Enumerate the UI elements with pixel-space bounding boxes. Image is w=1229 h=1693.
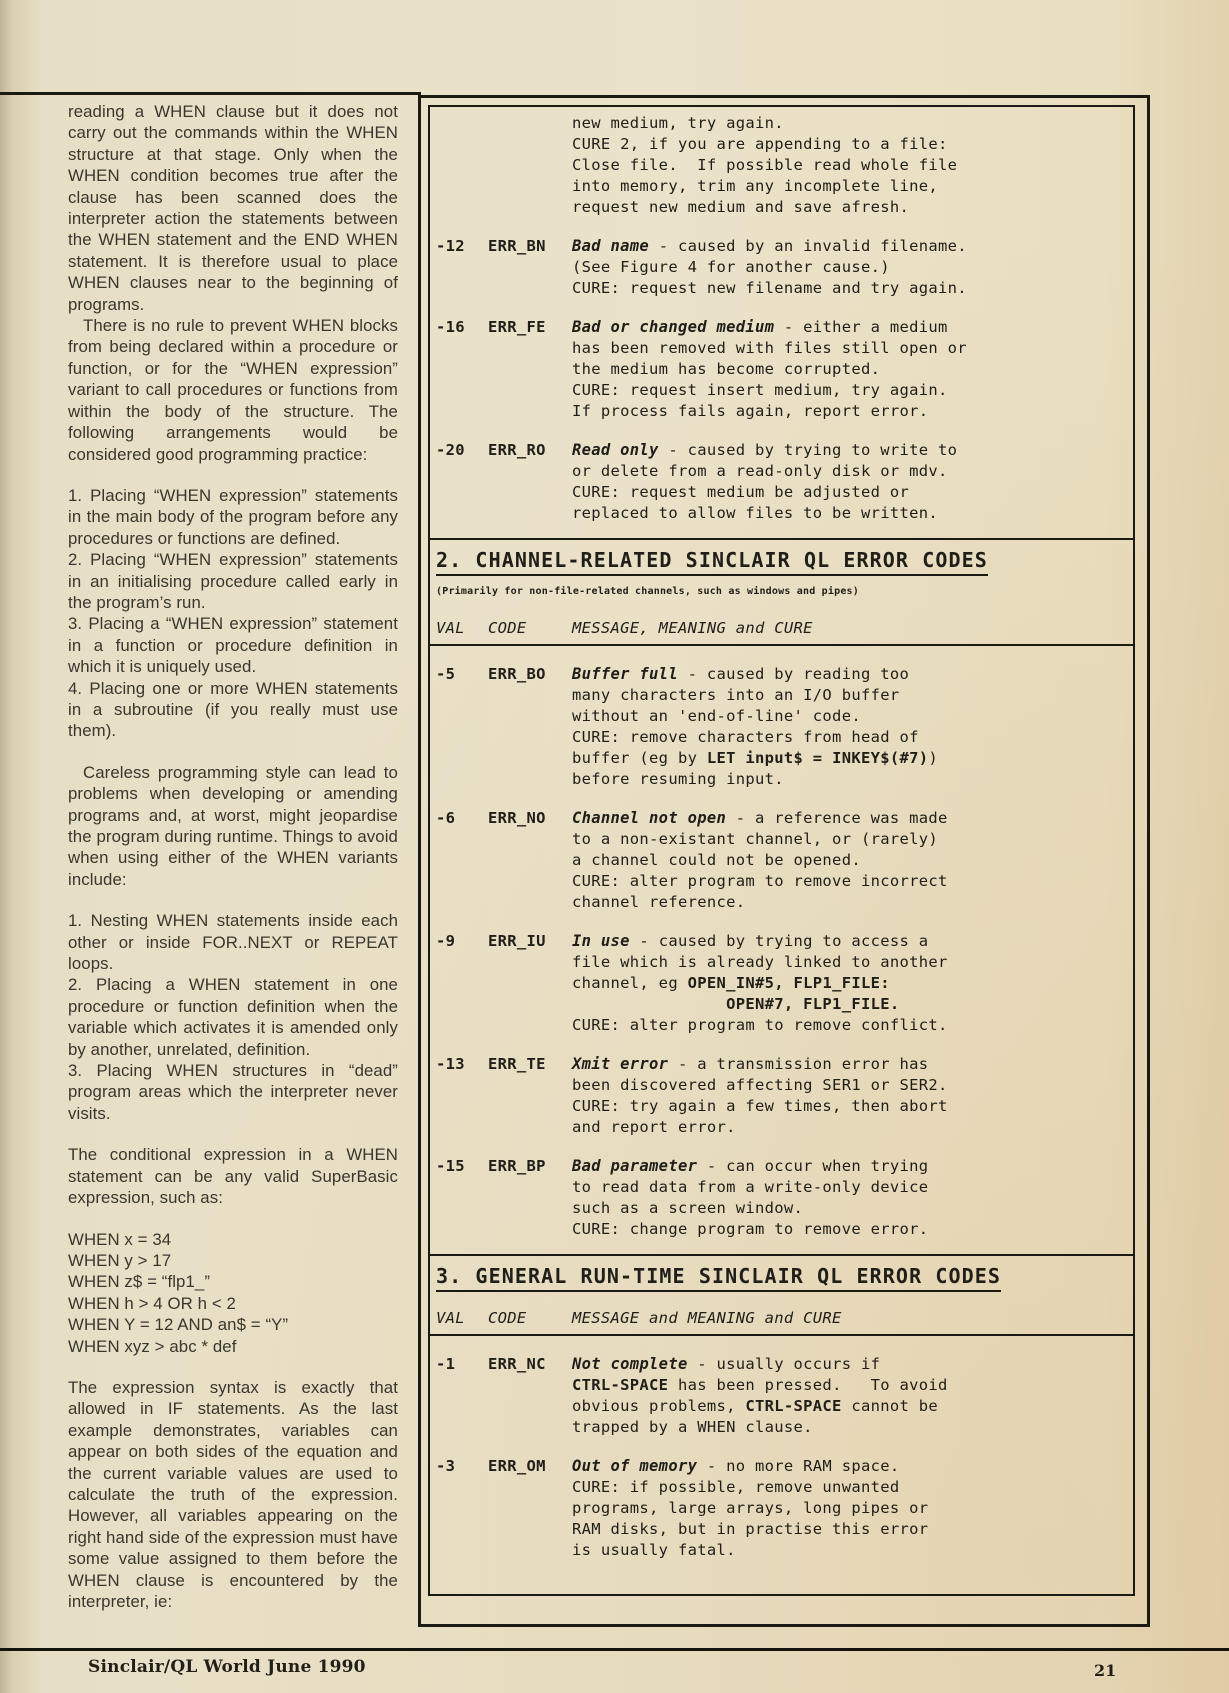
error-message-line <box>572 113 1123 134</box>
message-text-run: CURE: alter program to remove conflict. <box>572 1016 948 1034</box>
header-code: CODE <box>488 1309 527 1327</box>
error-message-line <box>572 892 1123 913</box>
message-text-run: CTRL-SPACE <box>572 1376 669 1394</box>
error-val <box>436 113 488 218</box>
error-entry <box>436 664 1123 790</box>
error-message-line <box>572 1219 1123 1240</box>
message-text-run: Not complete <box>572 1355 688 1373</box>
error-message-line <box>572 1117 1123 1138</box>
message-text-run: buffer (eg by <box>572 749 707 767</box>
error-message-line <box>572 994 1123 1015</box>
error-message-line <box>572 176 1123 197</box>
error-message <box>572 664 1123 790</box>
error-message-line <box>572 808 1123 829</box>
header-message: MESSAGE, MEANING and CURE <box>572 619 813 637</box>
error-message-line <box>572 197 1123 218</box>
message-text-run: RAM disks, but in practise this error <box>572 1520 929 1538</box>
code-example-line: WHEN y > 17 <box>68 1250 172 1270</box>
error-message-line <box>572 1156 1123 1177</box>
section-separator <box>430 1254 1133 1256</box>
error-message-line <box>572 769 1123 790</box>
message-text-run: - can occur when trying <box>697 1157 929 1175</box>
error-message-line <box>572 440 1123 461</box>
error-val: -3 <box>436 1457 456 1475</box>
error-message-line <box>572 1096 1123 1117</box>
error-message-line <box>572 1354 1123 1375</box>
error-code: ERR_BN <box>488 237 546 255</box>
message-text-run: CURE: alter program to remove incorrect <box>572 872 948 890</box>
paragraph: The conditional expression in a WHEN statement can be any valid SuperBasic expression, such as: <box>68 1145 398 1208</box>
message-text-run: Out of memory <box>572 1457 698 1475</box>
message-text-run: CURE: request new filename and try again. <box>572 279 967 297</box>
section-title-wrap <box>436 1266 1123 1292</box>
error-message-line <box>572 1054 1123 1075</box>
error-message-line <box>572 952 1123 973</box>
error-message-line <box>572 461 1123 482</box>
error-code: ERR_NO <box>488 809 546 827</box>
header-val: VAL <box>436 1309 465 1327</box>
error-code: ERR_IU <box>488 932 546 950</box>
message-text-run: Bad name <box>572 237 650 255</box>
message-text-run: Buffer full <box>572 665 678 683</box>
message-text-run: request new medium and save afresh. <box>572 198 910 216</box>
error-message-line <box>572 1198 1123 1219</box>
code-example-line: WHEN z$ = “flp1_” <box>68 1272 211 1292</box>
message-text-run <box>572 995 726 1013</box>
paragraph: 4. Placing one or more WHEN statements in a subroutine (if you really must use them). <box>68 678 398 741</box>
error-val: -15 <box>436 1157 465 1175</box>
paragraph: The expression syntax is exactly that allowed in IF statements. As the last example demonstrates, variables can appear on both sides of the equation and the current variable values are used to calculate the truth of the expression. However, all variables appearing on the right hand side of the expression must have some value assigned to them before the WHEN clause is encountered by the interpreter, ie: <box>68 1377 398 1611</box>
message-text-run: trapped by a WHEN clause. <box>572 1418 813 1436</box>
error-val: -1 <box>436 1355 456 1373</box>
message-text-run: Bad parameter <box>572 1157 698 1175</box>
header-message: MESSAGE and MEANING and CURE <box>572 1309 842 1327</box>
message-text-run: CTRL-SPACE <box>745 1397 842 1415</box>
error-entry <box>436 1456 1123 1561</box>
error-message-line <box>572 706 1123 727</box>
error-entry <box>436 440 1123 524</box>
header-code: CODE <box>488 619 527 637</box>
message-text-run: without an 'end-of-line' code. <box>572 707 861 725</box>
message-text-run: - caused by reading too <box>677 665 910 683</box>
error-entry <box>436 1054 1123 1138</box>
error-entry <box>436 1354 1123 1438</box>
message-text-run: cannot be <box>841 1397 939 1415</box>
message-text-run: such as a screen window. <box>572 1199 804 1217</box>
message-text-run: ) <box>928 749 939 767</box>
error-val: -12 <box>436 237 465 255</box>
paragraph: reading a WHEN clause but it does not carry out the commands within the WHEN structure at that stage. Only when the WHEN condition becomes true after the clause has been scanned does the interpreter action the statements between the WHEN statement and the END WHEN statement. It is therefore usual to place WHEN clauses near to the beginning of programs. <box>68 102 398 314</box>
message-text-run: has been removed with files still open or <box>572 339 967 357</box>
error-entry <box>436 808 1123 913</box>
error-message-line <box>572 1375 1123 1396</box>
error-message-line <box>572 748 1123 769</box>
error-message-line <box>572 380 1123 401</box>
error-code: ERR_TE <box>488 1055 546 1073</box>
error-code: ERR_BP <box>488 1157 546 1175</box>
error-val: -5 <box>436 665 456 683</box>
message-text-run: If process fails again, report error. <box>572 402 929 420</box>
error-message <box>572 1456 1123 1561</box>
error-message <box>572 236 1123 299</box>
message-text-run: channel reference. <box>572 893 746 911</box>
code-example-block <box>68 1229 398 1357</box>
message-text-run: to read data from a write-only device <box>572 1178 929 1196</box>
message-text-run: CURE: if possible, remove unwanted <box>572 1478 900 1496</box>
message-text-run: replaced to allow files to be written. <box>572 504 939 522</box>
paragraph: 1. Nesting WHEN statements inside each other or inside FOR..NEXT or REPEAT loops. <box>68 911 398 974</box>
table-header-row <box>430 1308 1133 1336</box>
error-val: -13 <box>436 1055 465 1073</box>
message-text-run: Bad or changed medium <box>572 318 775 336</box>
error-message-line <box>572 871 1123 892</box>
message-text-run: before resuming input. <box>572 770 784 788</box>
message-text-run: into memory, trim any incomplete line, <box>572 177 939 195</box>
error-message-line <box>572 685 1123 706</box>
paragraph: 2. Placing “WHEN expression” statements in an initialising procedure called early in the program’s run. <box>68 550 398 612</box>
top-rule <box>0 92 421 95</box>
section-separator <box>430 538 1133 540</box>
message-text-run: OPEN#7, FLP1_FILE. <box>726 995 900 1013</box>
error-entry <box>436 113 1123 218</box>
error-message-line <box>572 1396 1123 1417</box>
message-text-run: new medium, try again. <box>572 114 784 132</box>
error-code: ERR_FE <box>488 318 546 336</box>
error-code <box>488 113 572 218</box>
message-text-run: Channel not open <box>572 809 727 827</box>
error-message-line <box>572 278 1123 299</box>
error-code-box-inner <box>428 105 1135 1596</box>
error-entry <box>436 1156 1123 1240</box>
error-entry <box>436 931 1123 1036</box>
message-text-run: - a transmission error has <box>668 1055 929 1073</box>
error-val: -20 <box>436 441 465 459</box>
error-val: -16 <box>436 318 465 336</box>
message-text-run: CURE: remove characters from head of <box>572 728 919 746</box>
page-number: 21 <box>1094 1661 1117 1680</box>
error-message-line <box>572 482 1123 503</box>
error-message-line <box>572 1519 1123 1540</box>
error-message-line <box>572 338 1123 359</box>
error-code: ERR_OM <box>488 1457 546 1475</box>
error-message <box>572 1354 1123 1438</box>
message-text-run: or delete from a read-only disk or mdv. <box>572 462 948 480</box>
section-title-wrap <box>436 550 1123 576</box>
error-message-line <box>572 401 1123 422</box>
message-text-run: Close file. If possible read whole file <box>572 156 958 174</box>
error-val: -6 <box>436 809 456 827</box>
error-message-line <box>572 317 1123 338</box>
magazine-footer-title: Sinclair/QL World June 1990 <box>88 1657 366 1677</box>
error-message-line <box>572 973 1123 994</box>
message-text-run: obvious problems, <box>572 1397 746 1415</box>
error-val: -9 <box>436 932 456 950</box>
paragraph: 2. Placing a WHEN statement in one procedure or function definition when the variable which activates it is amended only by another, unrelated, definition. <box>68 975 398 1059</box>
message-text-run: and report error. <box>572 1118 736 1136</box>
error-message-line <box>572 931 1123 952</box>
paragraph: 3. Placing a “WHEN expression” statement in a function or procedure definition in which it is uniquely used. <box>68 614 398 677</box>
message-text-run: CURE 2, if you are appending to a file: <box>572 135 948 153</box>
error-message <box>572 931 1123 1036</box>
error-message-line <box>572 134 1123 155</box>
error-code: ERR_BO <box>488 665 546 683</box>
message-text-run: - either a medium <box>774 318 948 336</box>
error-message-line <box>572 359 1123 380</box>
error-message <box>572 808 1123 913</box>
error-message-line <box>572 1015 1123 1036</box>
message-text-run: a channel could not be opened. <box>572 851 861 869</box>
error-message-line <box>572 1477 1123 1498</box>
message-text-run: the medium has become corrupted. <box>572 360 881 378</box>
error-message-line <box>572 236 1123 257</box>
error-message-line <box>572 1498 1123 1519</box>
message-text-run: - caused by trying to write to <box>658 441 958 459</box>
message-text-run: CURE: change program to remove error. <box>572 1220 929 1238</box>
code-example-line: WHEN xyz > abc * def <box>68 1336 237 1356</box>
message-text-run: file which is already linked to another <box>572 953 948 971</box>
code-example-line: WHEN Y = 12 AND an$ = “Y” <box>68 1315 289 1335</box>
error-message <box>572 1054 1123 1138</box>
table-header-row <box>430 618 1133 646</box>
error-message-line <box>572 1456 1123 1477</box>
error-message <box>572 440 1123 524</box>
message-text-run: is usually fatal. <box>572 1541 736 1559</box>
error-message-line <box>572 1075 1123 1096</box>
message-text-run: LET input$ = INKEY$(#7) <box>706 749 929 767</box>
section-title: 2. CHANNEL-RELATED SINCLAIR QL ERROR CODES <box>436 550 988 576</box>
paragraph: There is no rule to prevent WHEN blocks from being declared within a procedure or function, or for the “WHEN expression” variant to call procedures or functions from within the body of the structure. The following arrangements would be considered good programming practice: <box>68 316 398 464</box>
error-code: ERR_RO <box>488 441 546 459</box>
message-text-run: CURE: request insert medium, try again. <box>572 381 948 399</box>
message-text-run: - a reference was made <box>726 809 948 827</box>
section-title: 3. GENERAL RUN-TIME SINCLAIR QL ERROR CODES <box>436 1266 1001 1292</box>
message-text-run: programs, large arrays, long pipes or <box>572 1499 929 1517</box>
message-text-run: CURE: request medium be adjusted or <box>572 483 910 501</box>
error-message-line <box>572 664 1123 685</box>
error-message-line <box>572 829 1123 850</box>
error-message-line <box>572 850 1123 871</box>
message-text-run: - caused by trying to access a <box>629 932 929 950</box>
message-text-run: Xmit error <box>572 1055 669 1073</box>
paragraph: 1. Placing “WHEN expression” statements in the main body of the program before any procedures or functions are defined. <box>68 485 398 548</box>
error-message-line <box>572 1177 1123 1198</box>
error-message <box>572 1156 1123 1240</box>
error-message-line <box>572 155 1123 176</box>
message-text-run: many characters into an I/O buffer <box>572 686 900 704</box>
message-text-run: - usually occurs if <box>687 1355 881 1373</box>
message-text-run: - no more RAM space. <box>697 1457 900 1475</box>
error-entry <box>436 317 1123 422</box>
code-example-line: WHEN x = 34 <box>68 1229 172 1249</box>
message-text-run: has been pressed. To avoid <box>668 1376 948 1394</box>
error-message <box>572 317 1123 422</box>
error-message-line <box>572 727 1123 748</box>
message-text-run: to a non-existant channel, or (rarely) <box>572 830 939 848</box>
message-text-run: - caused by an invalid filename. <box>649 237 967 255</box>
message-text-run: Read only <box>572 441 659 459</box>
message-text-run: OPEN_IN#5, FLP1_FILE: <box>687 974 890 992</box>
error-message-line <box>572 1417 1123 1438</box>
left-column-article-text <box>68 101 398 1612</box>
message-text-run: In use <box>572 932 630 950</box>
error-message-line <box>572 503 1123 524</box>
paragraph: Careless programming style can lead to problems when developing or amending programs and, at worst, might jeopardise the program during runtime. Things to avoid when using either of the WHEN variants include: <box>68 762 398 889</box>
error-message-line <box>572 1540 1123 1561</box>
section-subtitle: (Primarily for non-file-related channels, such as windows and pipes) <box>436 586 859 597</box>
error-message <box>572 113 1123 218</box>
footer-rule <box>0 1648 1229 1651</box>
error-code-box <box>418 95 1150 1627</box>
message-text-run: been discovered affecting SER1 or SER2. <box>572 1076 948 1094</box>
code-example-line: WHEN h > 4 OR h < 2 <box>68 1293 236 1313</box>
message-text-run: channel, eg <box>572 974 688 992</box>
header-val: VAL <box>436 619 465 637</box>
error-message-line <box>572 257 1123 278</box>
error-entry <box>436 236 1123 299</box>
paragraph: 3. Placing WHEN structures in “dead” program areas which the interpreter never visits. <box>68 1061 398 1123</box>
message-text-run: (See Figure 4 for another cause.) <box>572 258 890 276</box>
error-code: ERR_NC <box>488 1355 546 1373</box>
message-text-run: CURE: try again a few times, then abort <box>572 1097 948 1115</box>
